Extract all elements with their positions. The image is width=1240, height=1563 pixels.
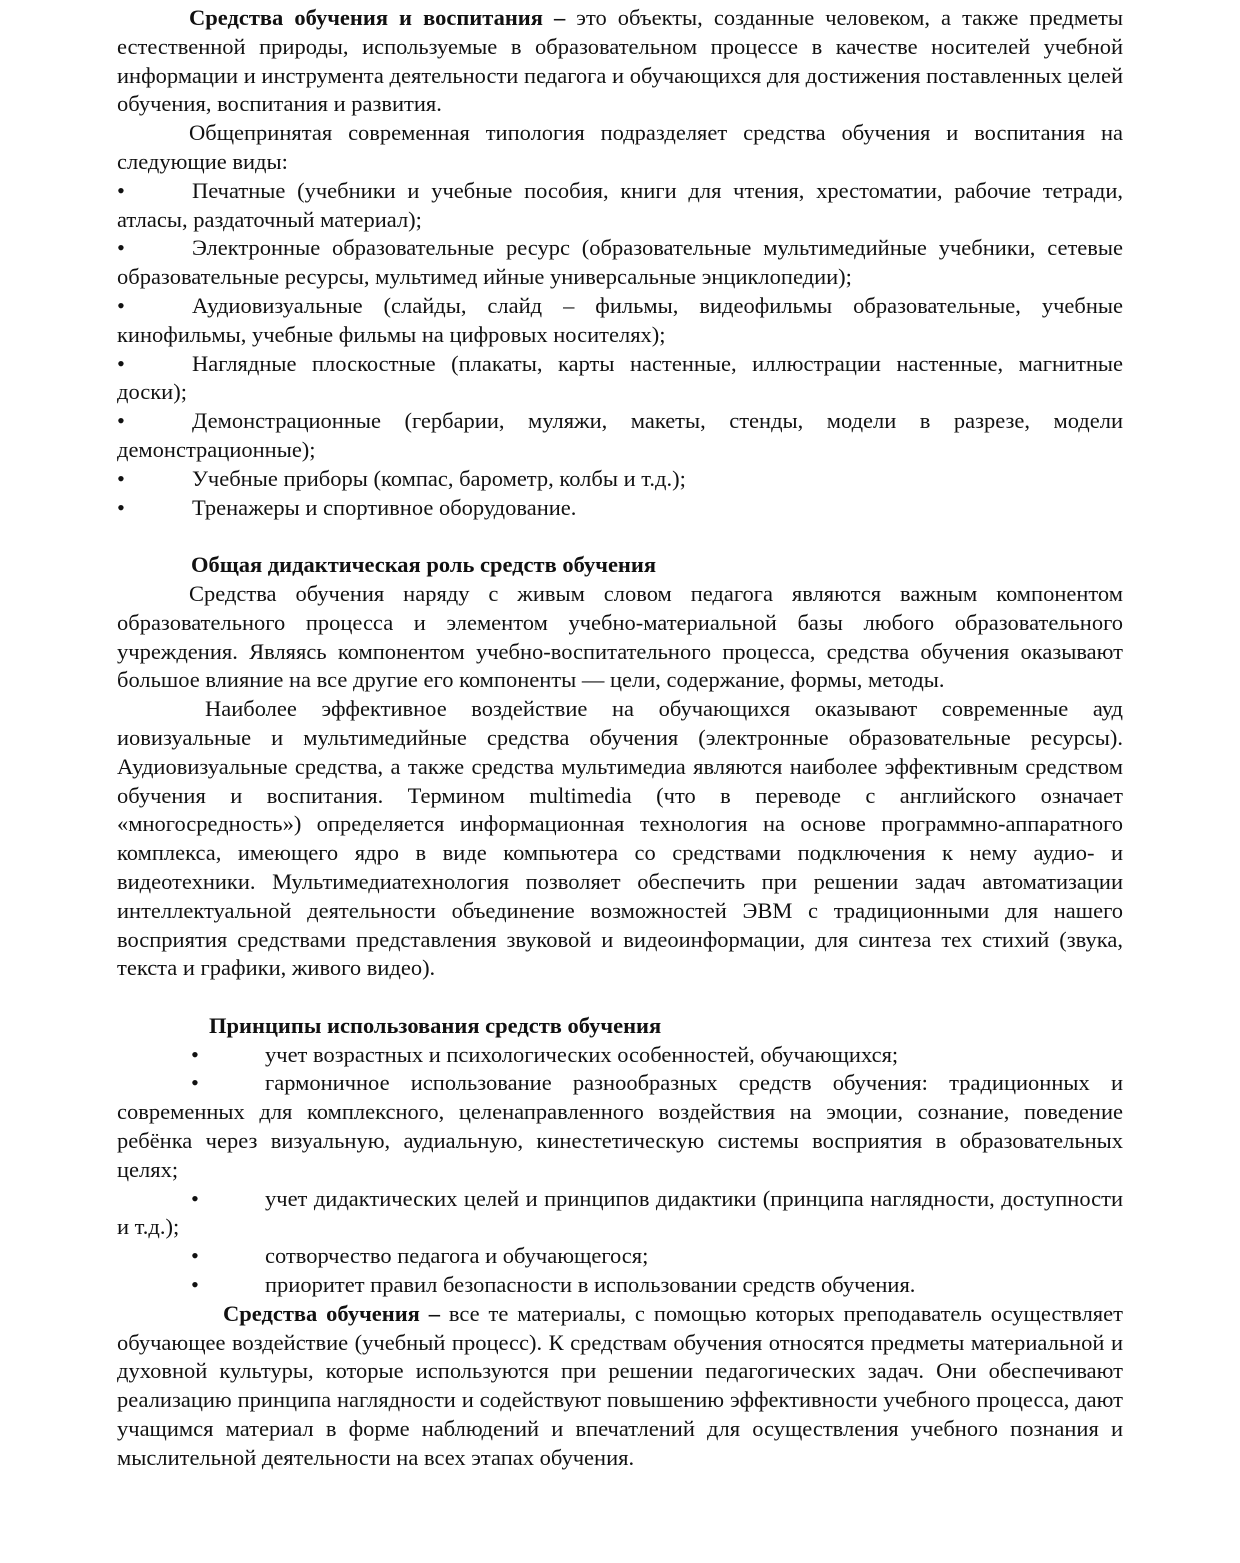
list-item: • учет дидактических целей и принципов дидактики (принципа наглядности, доступности и т.д.); (117, 1185, 1123, 1240)
closing-text: все те материалы, с помощью которых преподаватель осуществляет обучающее воздействие (учебный процесс). К средствам обучения относятся предметы материальной и духовной культуры, которые используются при решении педагогических задач. Они обеспечивают реализацию принципа наглядности и содействуют повышению эффективности учебного процесса, дают учащимся материал в форме наблюдений и впечатлений для осуществления учебного познания и мыслительной деятельности на всех этапах обучения. (117, 1300, 1123, 1470)
bullet-icon: • (117, 350, 125, 376)
closing-paragraph (117, 1300, 1123, 1473)
bullet-icon: • (117, 292, 125, 318)
closing-term: Средства обучения – (223, 1300, 440, 1326)
bullet-icon: • (191, 1243, 199, 1269)
section-heading-didactic-role: Общая дидактическая роль средств обучения (191, 552, 657, 578)
bullet-icon: • (191, 1041, 199, 1067)
list-item: • Печатные (учебники и учебные пособия, книги для чтения, хрестоматии, рабочие тетради, атласы, раздаточный материал); (117, 177, 1123, 232)
list-item: • Аудиовизуальные (слайды, слайд – фильмы, видеофильмы образовательные, учебные кинофильмы, учебные фильмы на цифровых носителях); (117, 292, 1123, 347)
list-item: • сотворчество педагога и обучающегося; (117, 1242, 1123, 1271)
bullet-icon: • (117, 494, 125, 520)
list-item: • Учебные приборы (компас, барометр, колбы и т.д.); (117, 465, 1123, 494)
list-item: • Тренажеры и спортивное оборудование. (117, 494, 1123, 523)
intro-paragraph (117, 4, 1123, 119)
principles-list (117, 1041, 1123, 1300)
document-page (117, 4, 1123, 1473)
bullet-icon: • (117, 465, 125, 491)
didactic-paragraph-2: Наиболее эффективное воздействие на обучающихся оказывают современные ауд иовизуальные и мультимедийные средства обучения (электронные образовательные ресурсы). Аудиовизуальные средства, а также средства мультимедиа являются наиболее эффективным средством обучения и воспитания. Термином multimedia (что в переводе с английского означает «многосредность») определяется информационная технология на основе программно-аппаратного комплекса, имеющего ядро в виде компьютера со средствами подключения к нему аудио- и видеотехники. Мультимедиатехнология позволяет обеспечить при решении задач автоматизации интеллектуальной деятельности объединение возможностей ЭВМ с традиционными для нашего восприятия средствами представления звуковой и видеоинформации, для синтеза тех стихий (звука, текста и графики, живого видео). (117, 696, 1123, 981)
typology-intro: Общепринятая современная типология подразделяет средства обучения и воспитания на следующие виды: (117, 120, 1123, 174)
list-item: • приоритет правил безопасности в использовании средств обучения. (117, 1271, 1123, 1300)
bullet-icon: • (117, 177, 125, 203)
list-item: • Электронные образовательные ресурс (образовательные мультимедийные учебники, сетевые образовательные ресурсы, мультимед ийные универсальные энциклопедии); (117, 235, 1123, 290)
bullet-icon: • (117, 235, 125, 261)
list-item: • Демонстрационные (гербарии, муляжи, макеты, стенды, модели в разрезе, модели демонстрационные); (117, 408, 1123, 462)
list-item: • Наглядные плоскостные (плакаты, карты настенные, иллюстрации настенные, магнитные доски); (117, 350, 1123, 405)
section-heading-principles: Принципы использования средств обучения (209, 1012, 662, 1038)
intro-text: это объекты, созданные человеком, а также предметы естественной природы, используемые в образовательном процессе в качестве носителей учебной информации и инструмента деятельности педагога и обучающихся для достижения поставленных целей обучения, воспитания и развития. (117, 5, 1124, 117)
types-list (117, 177, 1123, 523)
bullet-icon: • (191, 1272, 199, 1298)
list-item: • гармоничное использование разнообразных средств обучения: традиционных и современных для комплексного, целенаправленного воздействия на эмоции, сознание, поведение ребёнка через визуальную, аудиальную, кинестетическую системы восприятия в образовательных целях; (117, 1070, 1123, 1182)
list-item: • учет возрастных и психологических особенностей, обучающихся; (117, 1041, 1123, 1070)
bullet-icon: • (191, 1185, 199, 1211)
didactic-paragraph-1: Средства обучения наряду с живым словом педагога являются важным компонентом образовательного процесса и элементом учебно-материальной базы любого образовательного учреждения. Являясь компонентом учебно-воспитательного процесса, средства обучения оказывают большое влияние на все другие его компоненты — цели, содержание, формы, методы. (117, 580, 1123, 693)
bullet-icon: • (191, 1070, 199, 1096)
bullet-icon: • (117, 408, 125, 434)
intro-term: Средства обучения и воспитания – (189, 5, 566, 30)
